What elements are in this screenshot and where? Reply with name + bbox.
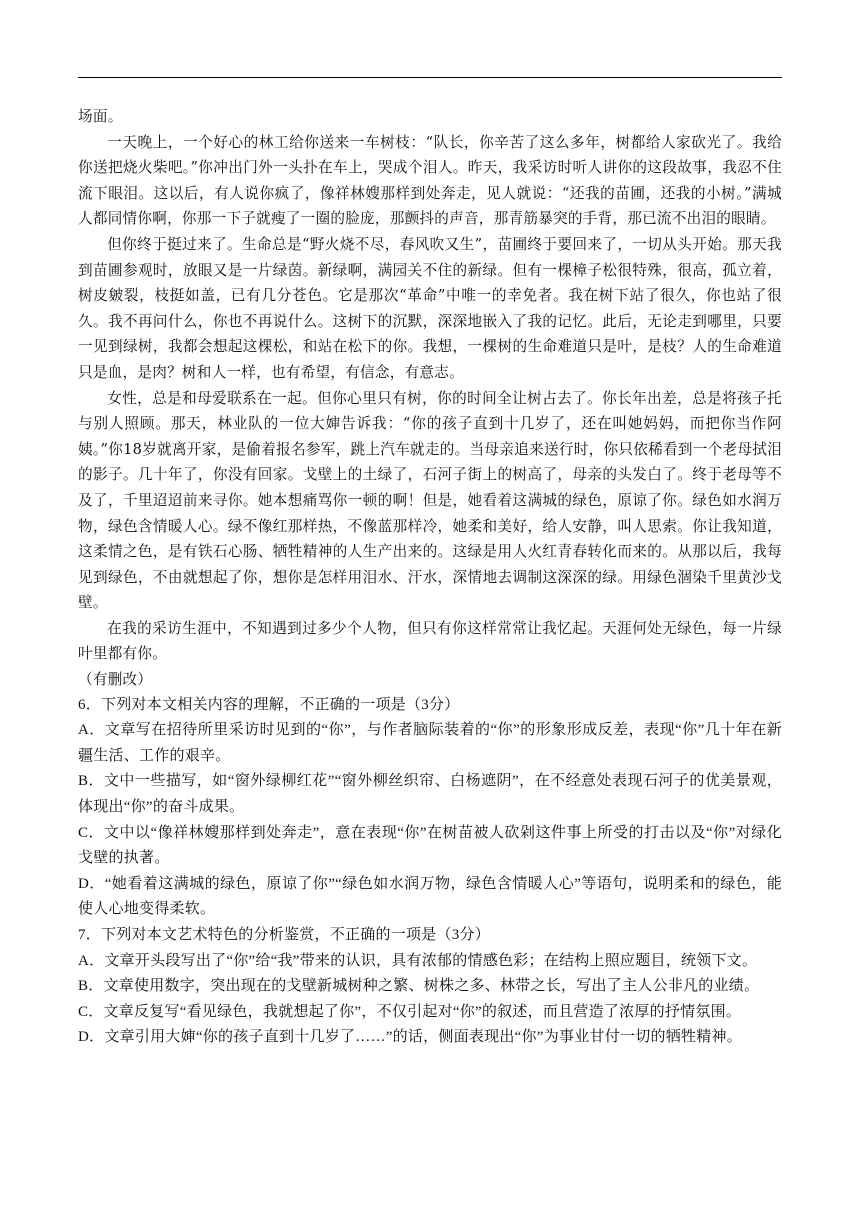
passage-paragraph-3: 女性，总是和母爱联系在一起。但你心里只有树，你的时间全让树占去了。你长年出差，总是将孩子托与别人照顾。那天，林业队的一位大婶告诉我：“你的孩子直到十几岁了，还在叫她妈妈，而把你当作阿姨。”你18岁就离开家，是偷着报名参军，跳上汽车就走的。当母亲追来送行时，你只依稀看到一个老母拭泪的影子。几十年了，你没有回家。戈壁上的土绿了，石河子街上的树高了，母亲的头发白了。终于老母等不及了，千里迢迢前来寻你。她本想痛骂你一顿的啊！但是，她看着这满城的绿色，原谅了你。绿色如水润万物，绿色含情暖人心。绿不像红那样热，不像蓝那样冷，她柔和美好，给人安静，叫人思索。你让我知道，这柔情之色，是有铁石心肠、牺牲精神的人生产出来的。这绿是用人火红青春转化而来的。从那以后，我每见到绿色，不由就想起了你，想你是怎样用泪水、汗水，深情地去调制这深深的绿。用绿色涸染千里黄沙戈壁。 [78, 389, 782, 612]
question-6-option-c: C．文中以“像祥林嫂那样到处奔走”，意在表现“你”在树苗被人砍剁这件事上所受的打击以及“你”对绿化戈壁的执著。 [78, 824, 782, 867]
question-7-option-c: C．文章反复写“看见绿色，我就想起了你”，不仅引起对“你”的叙述，而且营造了浓厚的抒情氛围。 [78, 1003, 742, 1020]
passage-paragraph-1: 一天晚上，一个好心的林工给你送来一车树枝：“队长，你辛苦了这么多年，树都给人家砍光了。我给你送把烧火柴吧。”你冲出门外一头扑在车上，哭成个泪人。昨天，我采访时听人讲你的这段故事，我忍不住流下眼泪。这以后，有人说你疯了，像祥林嫂那样到处奔走，见人就说：“还我的苗圃，还我的小树。”满城人都同情你啊，你那一下子就瘦了一圈的脸庞，那颤抖的声音，那青筋暴突的手背，那已流不出泪的眼睛。 [78, 133, 782, 228]
question-7-stem: 7．下列对本文艺术特色的分析鉴赏，不正确的一项是（3分） [78, 927, 491, 943]
question-6-option-d: D．“她看着这满城的绿色，原谅了你”“绿色如水润万物，绿色含情暖人心”等语句，说明柔和的绿色，能使人心地变得柔软。 [78, 875, 782, 918]
passage-paragraph-4: 在我的采访生涯中，不知遇到过多少个人物，但只有你这样常常让我忆起。天涯何处无绿色，每一片绿叶里都有你。 [78, 619, 782, 663]
passage-paragraph-0: 场面。 [78, 108, 123, 125]
document-page [78, 104, 782, 1051]
header-rule [78, 77, 782, 78]
question-7-option-b: B．文章使用数字，突出现在的戈壁新城树种之繁、树株之多、林带之长，写出了主人公非凡的业绩。 [78, 978, 760, 995]
question-6-option-b: B．文中一些描写，如“窗外绿柳红花”“窗外柳丝织帘、白杨遮阴”，在不经意处表现石河子的优美景观，体现出“你”的奋斗成果。 [78, 773, 782, 816]
question-6-option-a: A．文章写在招待所里采访时见到的“你”，与作者脑际装着的“你”的形象形成反差，表现“你”几十年在新疆生活、工作的艰辛。 [78, 722, 782, 764]
passage-paragraph-2: 但你终于挺过来了。生命总是“野火烧不尽，春风吹又生”，苗圃终于要回来了，一切从头开始。那天我到苗圃参观时，放眼又是一片绿茵。新绿啊，满园关不住的新绿。但有一棵樟子松很特殊，很高，孤立着，树皮皴裂，枝挺如盖，已有几分苍色。它是那次“革命”中唯一的幸免者。我在树下站了很久，你也站了很久。我不再问什么，你也不再说什么。这树下的沉默，深深地嵌入了我的记忆。此后，无论走到哪里，只要一见到绿树，我都会想起这棵松，和站在松下的你。我想，一棵树的生命难道只是叶，是枝？人的生命难道只是血，是肉？树和人一样，也有希望，有信念，有意志。 [78, 235, 782, 381]
revision-note: （有删改） [78, 671, 153, 689]
question-6-stem: 6．下列对本文相关内容的理解，不正确的一项是（3分） [78, 696, 460, 713]
question-7-option-d: D．文章引用大婶“你的孩子直到十几岁了……”的话，侧面表现出“你”为事业甘付一切的牺牲精神。 [78, 1029, 742, 1046]
question-7-option-a: A．文章开头段写出了“你”给“我”带来的认识，具有浓郁的情感色彩；在结构上照应题目，统领下文。 [78, 952, 758, 969]
